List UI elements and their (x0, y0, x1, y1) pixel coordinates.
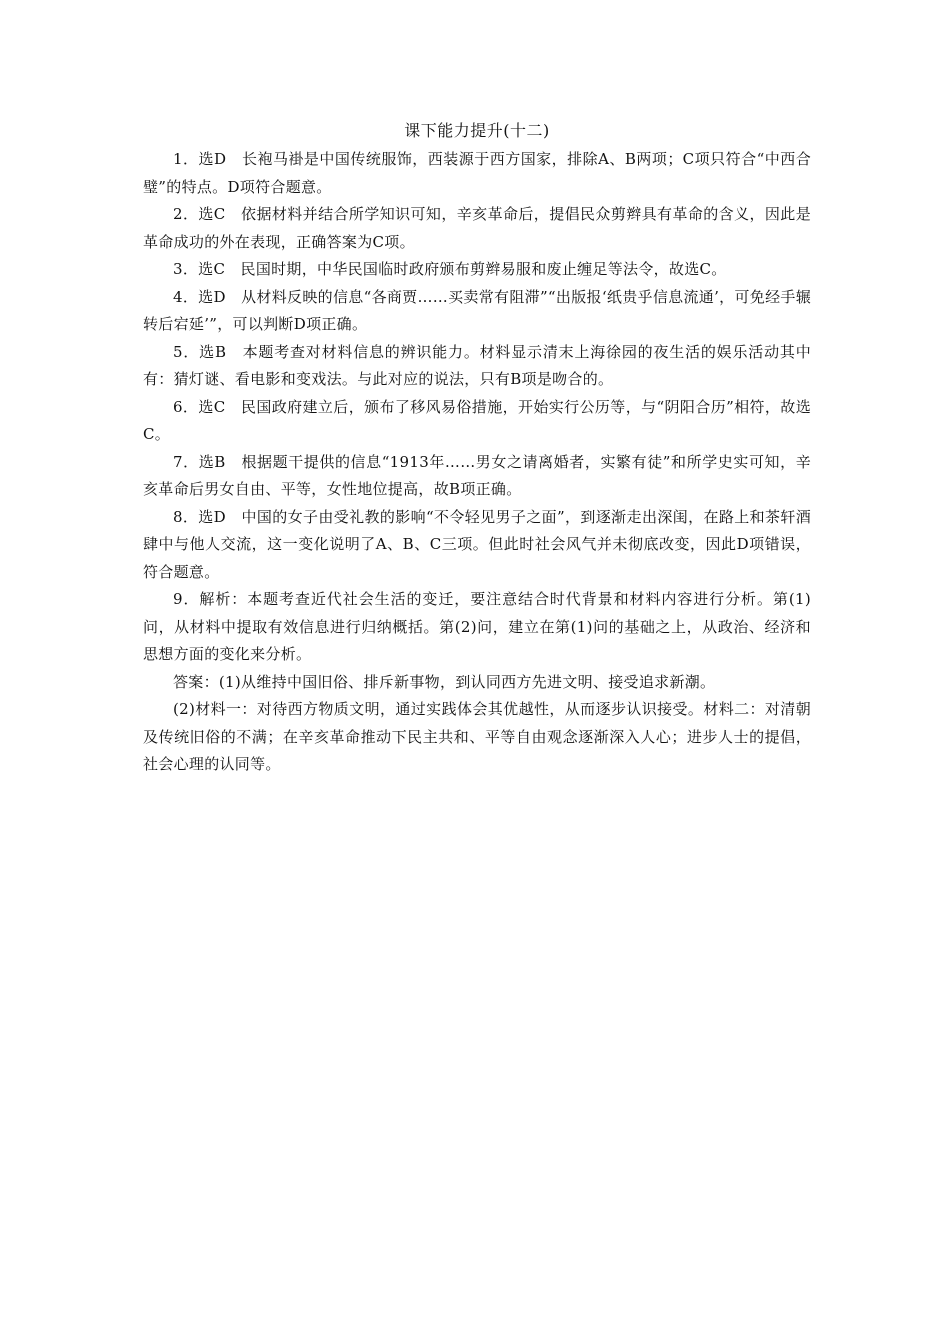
answer-paragraph-7: 7．选B 根据题干提供的信息“1913年……男女之请离婚者，实繁有徒”和所学史实可知，辛亥革命后男女自由、平等，女性地位提高，故B项正确。 (143, 452, 811, 498)
analysis-paragraph-9: 9．解析：本题考查近代社会生活的变迁，要注意结合时代背景和材料内容进行分析。第(1)问，从材料中提取有效信息进行归纳概括。第(2)问，建立在第(1)问的基础之上，从政治、经济和思想方面的变化来分析。 (143, 590, 811, 663)
answer-paragraph-3: 3．选C 民国时期，中华民国临时政府颁布剪辫易服和废止缠足等法令，故选C。 (173, 260, 727, 278)
answer-paragraph-1: 1．选D 长袍马褂是中国传统服饰，西装源于西方国家，排除A、B两项；C项只符合“中西合璧”的特点。D项符合题意。 (143, 150, 811, 196)
answer-paragraph-2: 2．选C 依据材料并结合所学知识可知，辛亥革命后，提倡民众剪辫具有革命的含义，因此是革命成功的外在表现，正确答案为C项。 (143, 205, 811, 251)
answer-paragraph-8: 8．选D 中国的女子由受礼教的影响“不令轻见男子之面”，到逐渐走出深闺，在路上和茶轩酒肆中与他人交流，这一变化说明了A、B、C三项。但此时社会风气并未彻底改变，因此D项错误，符合题意。 (143, 507, 811, 581)
answer-paragraph-4: 4．选D 从材料反映的信息“各商贾……买卖常有阻滞”“出版报‘纸贵乎信息流通’，可免经手辗转后宕延’”，可以判断D项正确。 (143, 287, 811, 333)
answer-part-1: 答案：(1)从维持中国旧俗、排斥新事物，到认同西方先进文明、接受追求新潮。 (173, 672, 716, 691)
document-title: 课下能力提升(十二) (404, 121, 550, 140)
answer-paragraph-6: 6．选C 民国政府建立后，颁布了移风易俗措施，开始实行公历等，与“阴阳合历”相符，故选C。 (143, 397, 811, 443)
answer-paragraph-5: 5．选B 本题考查对材料信息的辨识能力。材料显示清末上海徐园的夜生活的娱乐活动其中有：猜灯谜、看电影和变戏法。与此对应的说法，只有B项是吻合的。 (143, 342, 811, 388)
answer-part-2: (2)材料一：对待西方物质文明，通过实践体会其优越性，从而逐步认识接受。材料二：对清朝及传统旧俗的不满；在辛亥革命推动下民主共和、平等自由观念逐渐深入人心；进步人士的提倡，社会心理的认同等。 (143, 700, 811, 773)
document-page (143, 118, 811, 779)
